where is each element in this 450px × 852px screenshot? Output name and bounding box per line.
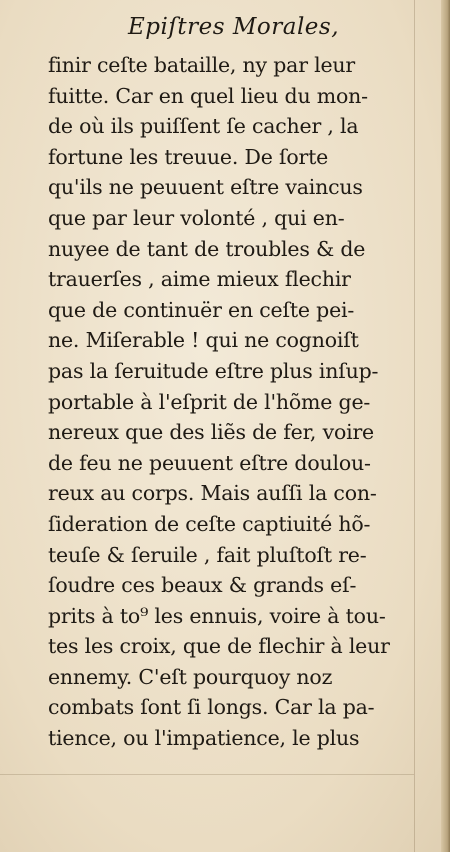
text-line: qu'ils ne peuuent eſtre vaincus	[48, 175, 363, 200]
text-line: de où ils puiſſent ſe cacher , la	[48, 114, 359, 139]
text-line: ne. Miſerable ! qui ne cognoiſt	[48, 328, 359, 353]
text-line: que de continuër en ceſte pei-	[48, 297, 355, 322]
text-line: reux au corps. Mais auſſi la con-	[48, 481, 377, 506]
text-line: ſoudre ces beaux & grands eſ-	[48, 573, 357, 598]
text-line: trauerſes , aime mieux flechir	[48, 267, 351, 292]
text-line: nuyee de tant de troubles & de	[48, 236, 366, 261]
text-line: prits à to⁹ les ennuis, voire à tou-	[48, 603, 386, 628]
text-line: teuſe & ſeruile , fait pluſtoſt re-	[48, 542, 367, 567]
book-edge	[441, 0, 450, 852]
text-line: fuitte. Car en quel lieu du mon-	[48, 83, 368, 108]
text-line: portable à l'eſprit de l'hõme ge-	[48, 389, 371, 414]
page-fold-line	[414, 0, 415, 852]
text-line: tes les croix, que de flechir à leur	[48, 634, 390, 659]
text-line: combats ſont ſi longs. Car la pa-	[48, 695, 375, 720]
text-line: ſideration de ceſte captiuité hõ-	[48, 511, 371, 536]
lower-page-crease	[0, 774, 414, 775]
text-line: finir ceſte bataille, ny par leur	[48, 53, 355, 77]
text-line: de feu ne peuuent eſtre doulou-	[48, 450, 371, 475]
running-head: Epiſtres Morales,	[128, 14, 340, 40]
text-line: ennemy. C'eſt pourquoy noz	[48, 664, 333, 689]
text-line: fortune les treuue. De ſorte	[48, 144, 329, 169]
text-line: nereux que des liẽs de fer, voire	[48, 420, 374, 445]
text-line: que par leur volonté , qui en-	[48, 205, 345, 230]
text-line: tience, ou l'impatience, le plus	[48, 726, 360, 751]
text-line: pas la ſeruitude eſtre plus inſup-	[48, 358, 379, 383]
body-text	[48, 50, 418, 754]
